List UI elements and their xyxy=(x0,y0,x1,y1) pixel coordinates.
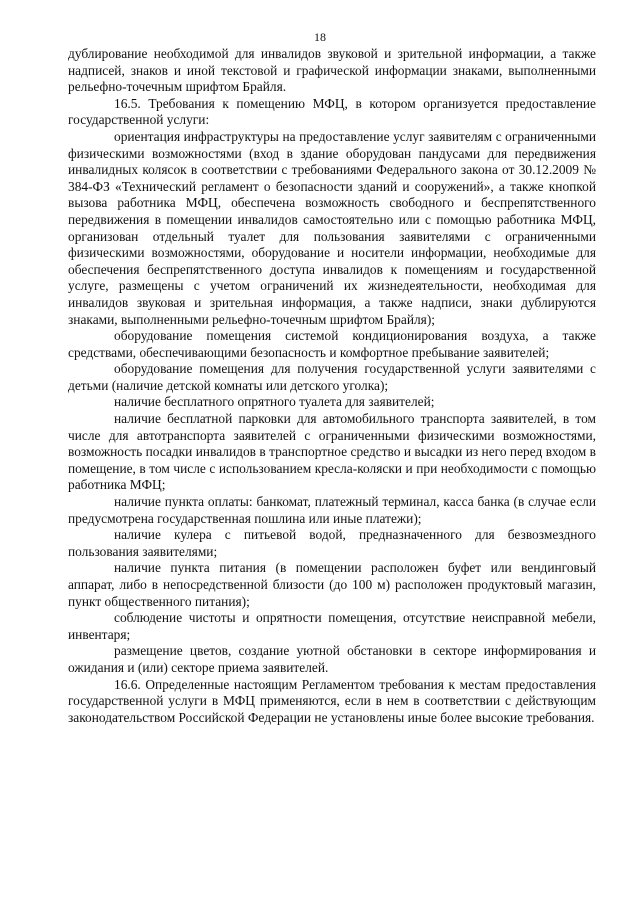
paragraph-flowers: размещение цветов, создание уютной обстановки в секторе информирования и ожидания и (или) секторе приема заявителей. xyxy=(68,643,596,675)
paragraph-water-cooler: наличие кулера с питьевой водой, предназначенного для безвозмездного пользования заявителями; xyxy=(68,527,596,559)
paragraph-toilet: наличие бесплатного опрятного туалета для заявителей; xyxy=(114,394,435,410)
paragraph-parking: наличие бесплатной парковки для автомобильного транспорта заявителей, в том числе для автотранспорта заявителей с ограниченными физическими возможностями, возможность посадки инвалидов в транспортное средство и высадки из него перед входом в помещение, в том числе с использованием кресла-коляски и при необходимости с помощью работника МФЦ; xyxy=(68,411,596,493)
paragraph-infrastructure: ориентация инфраструктуры на предоставление услуг заявителям с ограниченными физическими возможностями (вход в здание оборудован пандусами для передвижения инвалидных колясок в соответствии с требованиями Федерального закона от 30.12.2009 № 384-ФЗ «Технический регламент о безопасности зданий и сооружений», а также кнопкой вызова работника МФЦ, обеспечена возможность свободного и беспрепятственного передвижения в помещении инвалидов самостоятельно или с помощью работника МФЦ, организован отдельный туалет для пользования заявителями с ограниченными физическими возможностями, оборудование и носители информации, необходимые для обеспечения беспрепятственного доступа инвалидов к помещениям и государственной услуге, размещены с учетом ограничений их жизнедеятельности, необходимая для инвалидов звуковая и зрительная информация, а также надписи, знаки дублируются знаками, выполненными рельефно-точечным шрифтом Брайля); xyxy=(68,128,596,327)
paragraph-16-6: 16.6. Определенные настоящим Регламентом требования к местам предоставления государственной услуги в МФЦ применяются, если в нем в соответствии с действующим законодательством Российской Федерации не установлены иные более высокие требования. xyxy=(68,676,596,725)
page-number: 18 xyxy=(314,30,326,44)
document-body xyxy=(68,46,596,726)
paragraph-children-room: оборудование помещения для получения государственной услуги заявителями с детьми (наличие детской комнаты или детского уголка); xyxy=(68,361,596,393)
paragraph-payment-point: наличие пункта оплаты: банкомат, платежный терминал, касса банка (в случае если предусмотрена государственная пошлина или иные платежи); xyxy=(68,494,596,526)
paragraph-food-point: наличие пункта питания (в помещении расположен буфет или вендинговый аппарат, либо в непосредственной близости (до 100 м) расположен продуктовый магазин, пункт общественного питания); xyxy=(68,560,596,609)
paragraph-cleanliness: соблюдение чистоты и опрятности помещения, отсутствие неисправной мебели, инвентаря; xyxy=(68,610,596,642)
paragraph-continuation: дублирование необходимой для инвалидов звуковой и зрительной информации, а также надписей, знаков и иной текстовой и графической информации знаками, выполненными рельефно-точечным шрифтом Брайля. xyxy=(68,46,596,95)
paragraph-air-conditioning: оборудование помещения системой кондиционирования воздуха, а также средствами, обеспечивающими безопасность и комфортное пребывание заявителей; xyxy=(68,328,596,360)
paragraph-16-5-heading: 16.5. Требования к помещению МФЦ, в котором организуется предоставление государственной услуги: xyxy=(68,95,596,128)
